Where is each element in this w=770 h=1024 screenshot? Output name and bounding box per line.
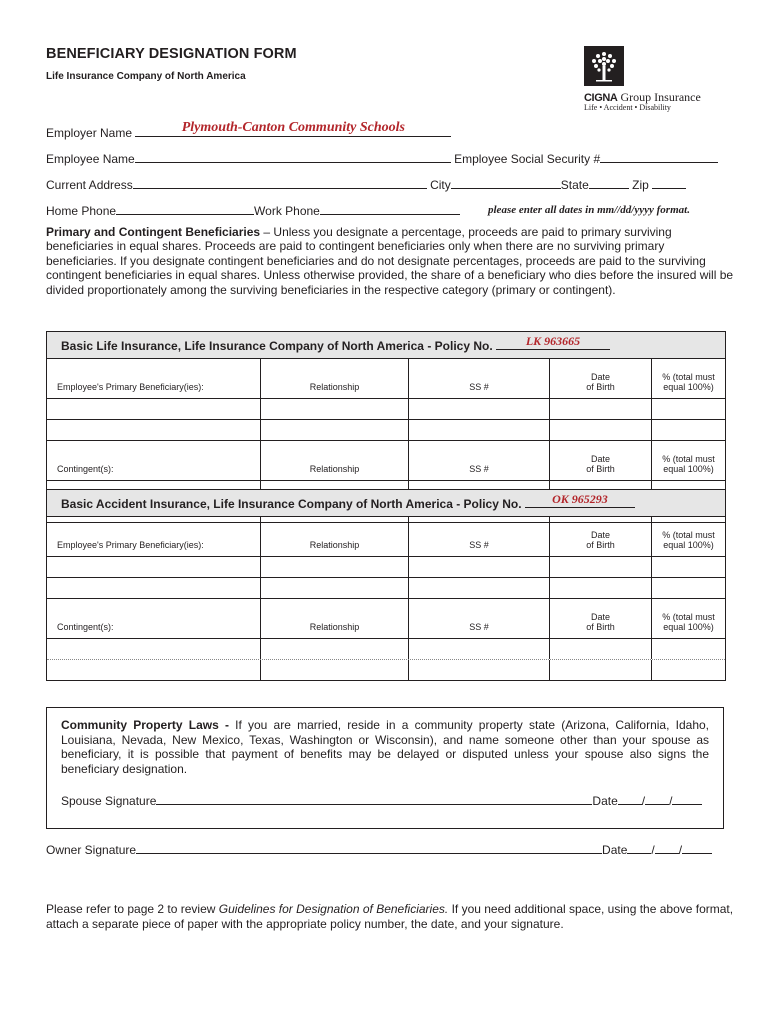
life-heading-text: Basic Life Insurance, Life Insurance Company of North America - Policy No.: [61, 339, 493, 353]
dob-col-header: [550, 517, 652, 556]
accident-policy-number: OK 965293: [552, 492, 608, 506]
logo-product: Group Insurance: [620, 90, 701, 104]
accident-policy-field[interactable]: [525, 494, 635, 508]
primary-name-cell[interactable]: [47, 557, 261, 577]
life-policy-field[interactable]: [496, 336, 610, 350]
dob-cell[interactable]: [550, 639, 652, 659]
address-field[interactable]: [133, 176, 427, 189]
table-row: [47, 399, 725, 420]
dob-cell[interactable]: [550, 660, 652, 680]
ss-col-header: SS #: [409, 599, 550, 638]
owner-date-year[interactable]: [682, 841, 712, 854]
intro-text: – Unless you designate a percentage, proceeds are paid to primary surviving beneficiaries in equal shares. Proceeds are paid to contingent beneficiaries only when there are no surviving primary beneficiaries. If you designate contingent beneficiaries and do not designate percentages, proceeds are paid to the surviving contingent beneficiaries in equal shares. Unless otherwise provided, the share of a beneficiary who dies before the insured will be divided proportionately among the surviving beneficiaries in the respective category (primary or contingent).: [46, 225, 734, 297]
relationship-cell[interactable]: [261, 578, 409, 598]
life-primary-header: [47, 359, 725, 399]
primary-col-header: Employee's Primary Beneficiary(ies):: [47, 359, 261, 398]
contingent-name-cell[interactable]: [47, 639, 261, 659]
community-body: If you are married, reside in a community property state (Arizona, California, Idaho, Louisiana, Nevada, New Mexico, Texas, Washington or Wisconsin), and name someone other than your spouse as beneficiary, it is possible that payment of benefits may be delayed or disputed unless your spouse also signs the beneficiary designation.: [61, 718, 709, 776]
pct-line2: equal 100%): [663, 464, 714, 474]
table-row: [47, 639, 725, 660]
home-phone-field[interactable]: [116, 202, 254, 215]
owner-signature-row: Owner Signature Date / /: [46, 841, 712, 857]
pct-cell[interactable]: [652, 420, 725, 440]
community-property-text: [61, 718, 709, 776]
employee-row: [46, 150, 718, 166]
employer-label: Employer Name: [46, 126, 133, 140]
pct-cell[interactable]: [652, 660, 725, 680]
work-phone-label: Work Phone: [254, 204, 320, 218]
dob-line1: Date: [590, 454, 610, 464]
pct-col-header: [652, 359, 725, 398]
relationship-cell[interactable]: [261, 639, 409, 659]
dob-line1: Date: [590, 612, 610, 622]
pct-cell[interactable]: [652, 399, 725, 419]
dob-col-header: [550, 359, 652, 398]
dob-cell[interactable]: [550, 420, 652, 440]
relationship-cell[interactable]: [261, 660, 409, 680]
primary-name-cell[interactable]: [47, 420, 261, 440]
owner-sig-label: Owner Signature: [46, 843, 137, 857]
home-phone-label: Home Phone: [46, 204, 117, 218]
community-heading: Community Property Laws -: [61, 718, 236, 732]
ssn-field[interactable]: [600, 150, 718, 163]
city-label: City: [430, 178, 451, 192]
table-row: [47, 420, 725, 441]
spouse-date-label: Date: [592, 794, 618, 808]
dob-line1: Date: [590, 372, 610, 382]
accident-heading-text: Basic Accident Insurance, Life Insurance Company of North America - Policy No.: [61, 497, 522, 511]
footer-note: [46, 902, 736, 931]
dob-line2: of Birth: [586, 464, 615, 474]
logo-tagline: Life • Accident • Disability: [584, 103, 671, 112]
accident-table-heading: [47, 490, 725, 517]
dob-cell[interactable]: [550, 399, 652, 419]
zip-field[interactable]: [652, 176, 686, 189]
ss-col-header: SS #: [409, 359, 550, 398]
accident-primary-header: [47, 517, 725, 557]
table-row: [47, 557, 725, 578]
table-row: [47, 578, 725, 599]
dob-cell[interactable]: [550, 557, 652, 577]
employee-label: Employee Name: [46, 152, 135, 166]
relationship-cell[interactable]: [261, 557, 409, 577]
relationship-cell[interactable]: [261, 399, 409, 419]
city-field[interactable]: [451, 176, 561, 189]
pct-cell[interactable]: [652, 578, 725, 598]
pct-line1: % (total must: [662, 612, 715, 622]
phone-row: [46, 202, 460, 218]
zip-label: Zip: [632, 178, 649, 192]
employer-field[interactable]: [135, 120, 451, 137]
pct-line1: % (total must: [662, 530, 715, 540]
pct-col-header: [652, 599, 725, 638]
life-policy-number: LK 963665: [525, 334, 581, 348]
ss-cell[interactable]: [409, 420, 550, 440]
ssn-label: Employee Social Security #: [454, 152, 601, 166]
pct-col-header: [652, 517, 725, 556]
dob-col-header: [550, 441, 652, 480]
ss-col-header: SS #: [409, 441, 550, 480]
address-label: Current Address: [46, 178, 133, 192]
spouse-date-month[interactable]: [618, 792, 642, 805]
employee-field[interactable]: [135, 150, 451, 163]
spouse-date-day[interactable]: [645, 792, 669, 805]
pct-col-header: [652, 441, 725, 480]
spouse-signature-field[interactable]: [156, 792, 592, 805]
dob-line2: of Birth: [586, 622, 615, 632]
employer-row: [46, 120, 451, 140]
primary-name-cell[interactable]: [47, 578, 261, 598]
dob-cell[interactable]: [550, 578, 652, 598]
employer-value: Plymouth-Canton Community Schools: [181, 120, 406, 135]
relationship-col-header: Relationship: [261, 441, 409, 480]
dob-line2: of Birth: [586, 382, 615, 392]
date-format-note: please enter all dates in mm//dd/yyyy format.: [488, 204, 690, 216]
dob-line2: of Birth: [586, 540, 615, 550]
pct-line1: % (total must: [662, 372, 715, 382]
footer-guidelines-title: Guidelines for Designation of Beneficiaries.: [218, 902, 449, 916]
accident-insurance-table: [46, 489, 726, 681]
logo-brand: CIGNA: [584, 92, 618, 104]
pct-line2: equal 100%): [663, 622, 714, 632]
relationship-cell[interactable]: [261, 420, 409, 440]
contingent-col-header: Contingent(s):: [47, 441, 261, 480]
spouse-sig-label: Spouse Signature: [61, 794, 157, 808]
owner-date-month[interactable]: [627, 841, 651, 854]
ss-cell[interactable]: [409, 660, 550, 680]
owner-date-label: Date: [602, 843, 628, 857]
tree-icon: [584, 46, 624, 86]
pct-cell[interactable]: [652, 639, 725, 659]
ss-cell[interactable]: [409, 557, 550, 577]
address-row: [46, 176, 686, 192]
work-phone-field[interactable]: [320, 202, 460, 215]
relationship-col-header: Relationship: [261, 517, 409, 556]
footer-text-after: If you need additional space, using the above format, attach a separate piece of paper with the appropriate policy number, the date, and your signature.: [46, 902, 734, 931]
relationship-col-header: Relationship: [261, 359, 409, 398]
pct-cell[interactable]: [652, 557, 725, 577]
contingent-name-cell[interactable]: [47, 660, 261, 680]
life-contingent-header: [47, 441, 725, 481]
contingent-col-header: Contingent(s):: [47, 599, 261, 638]
pct-line2: equal 100%): [663, 382, 714, 392]
relationship-col-header: Relationship: [261, 599, 409, 638]
spouse-signature-row: Spouse Signature Date / /: [61, 792, 702, 808]
owner-signature-field[interactable]: [136, 841, 602, 854]
form-title: BENEFICIARY DESIGNATION FORM: [46, 46, 297, 62]
ss-cell[interactable]: [409, 639, 550, 659]
footer-text-before: Please refer to page 2 to review: [46, 902, 219, 916]
life-table-heading: [47, 332, 725, 359]
owner-date-day[interactable]: [655, 841, 679, 854]
primary-col-header: Employee's Primary Beneficiary(ies):: [47, 517, 261, 556]
ss-col-header: SS #: [409, 517, 550, 556]
primary-name-cell[interactable]: [47, 399, 261, 419]
intro-heading: Primary and Contingent Beneficiaries: [46, 225, 261, 239]
ss-cell[interactable]: [409, 578, 550, 598]
spouse-date-year[interactable]: [672, 792, 702, 805]
pct-line2: equal 100%): [663, 540, 714, 550]
intro-paragraph: [46, 225, 736, 297]
dob-line1: Date: [590, 530, 610, 540]
accident-contingent-header: [47, 599, 725, 639]
table-row: [47, 660, 725, 680]
pct-line1: % (total must: [662, 454, 715, 464]
dob-col-header: [550, 599, 652, 638]
state-field[interactable]: [589, 176, 629, 189]
form-subtitle: Life Insurance Company of North America: [46, 71, 246, 82]
ss-cell[interactable]: [409, 399, 550, 419]
state-label: State: [560, 178, 589, 192]
